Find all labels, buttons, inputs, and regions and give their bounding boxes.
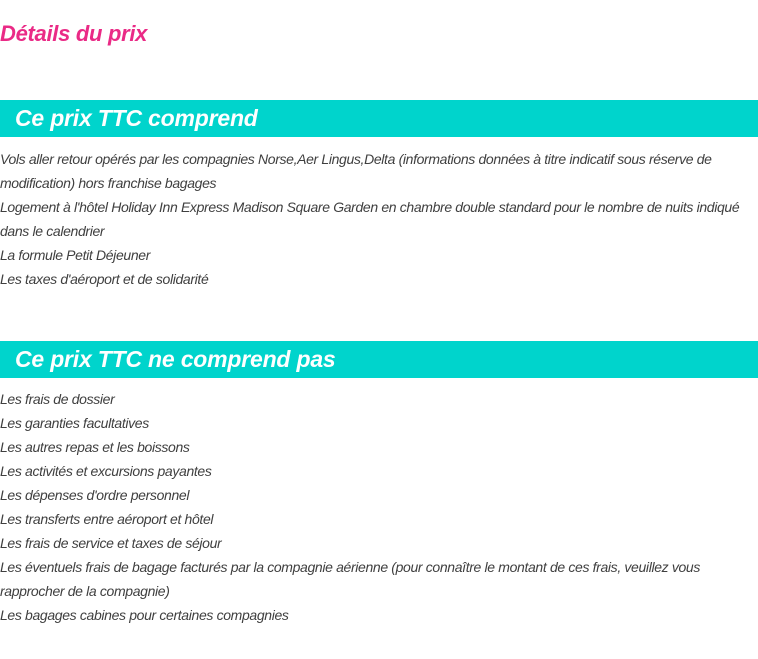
excluded-item: Les éventuels frais de bagage facturés par la compagnie aérienne (pour connaître le montant de ces frais, veuillez vous rapprocher de la compagnie) bbox=[0, 559, 701, 599]
included-item: Vols aller retour opérés par les compagnies Norse,Aer Lingus,Delta (informations données à titre indicatif sous réserve de modification) hors franchise bagages bbox=[0, 151, 712, 191]
excluded-item: Les frais de service et taxes de séjour bbox=[0, 535, 222, 551]
excluded-items-list bbox=[0, 387, 754, 627]
excluded-item: Les garanties facultatives bbox=[0, 415, 149, 431]
page-title: Détails du prix bbox=[0, 21, 148, 46]
included-item: Logement à l'hôtel Holiday Inn Express Madison Square Garden en chambre double standard pour le nombre de nuits indiqué dans le calendrier bbox=[0, 199, 740, 239]
excluded-item: Les autres repas et les boissons bbox=[0, 439, 190, 455]
included-section-header: Ce prix TTC comprend bbox=[0, 100, 758, 137]
excluded-item: Les activités et excursions payantes bbox=[0, 463, 212, 479]
excluded-item: Les dépenses d'ordre personnel bbox=[0, 487, 190, 503]
included-items-list bbox=[0, 147, 754, 291]
included-item: La formule Petit Déjeuner bbox=[0, 247, 151, 263]
included-item: Les taxes d'aéroport et de solidarité bbox=[0, 271, 209, 287]
excluded-item: Les bagages cabines pour certaines compagnies bbox=[0, 607, 289, 623]
excluded-item: Les transferts entre aéroport et hôtel bbox=[0, 511, 214, 527]
excluded-item: Les frais de dossier bbox=[0, 391, 115, 407]
excluded-section-header: Ce prix TTC ne comprend pas bbox=[0, 341, 758, 378]
